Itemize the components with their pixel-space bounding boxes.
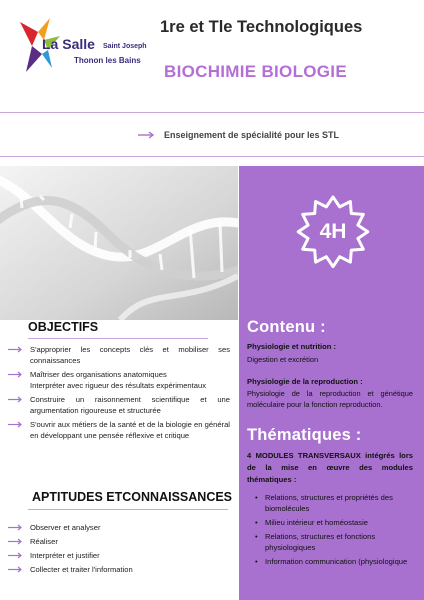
logo-subtitle: Saint Joseph <box>103 43 147 50</box>
arrow-right-icon <box>8 552 24 559</box>
thematiques-list <box>252 492 416 570</box>
contenu-title <box>247 318 413 337</box>
objectif-text: Construire un raisonnement scientifique et une argumentation rigoureuse et structurée <box>30 395 230 415</box>
subject-title: BIOCHIMIE BIOLOGIE <box>164 62 347 81</box>
thematiques-intro: 4 MODULES TRANSVERSAUX intégrés lors de la mise en œuvre des modules thématiques : <box>247 451 413 484</box>
objectif-text: S'approprier les concepts clés et mobiliser ses connaissances <box>30 345 230 365</box>
nutrition-section <box>247 342 413 365</box>
list-item <box>8 550 230 561</box>
objectif-text: Interpréter avec rigueur des résultats expérimentaux <box>30 381 207 390</box>
list-item <box>8 394 230 416</box>
list-item <box>8 344 230 366</box>
list-item <box>8 522 230 533</box>
hours-badge: 4H <box>319 220 347 243</box>
aptitude-text: Collecter et traiter l'information <box>30 565 133 574</box>
thematiques-heading: Thématiques : <box>247 426 362 444</box>
header-divider <box>0 112 424 113</box>
arrow-right-icon <box>8 421 24 428</box>
arrow-right-icon <box>8 346 24 353</box>
list-item: • Information communication (physiologique <box>252 556 416 567</box>
arrow-right-icon <box>8 566 24 573</box>
objectifs-list <box>8 344 230 441</box>
objectif-text: S'ouvrir aux métiers de la santé et de la biologie en général en développant une pensée réflexive et critique <box>30 420 230 440</box>
reproduction-body: Physiologie de la reproduction et génétique moléculaire pour la fonction reproduction. <box>247 389 413 409</box>
list-item: • Milieu intérieur et homéostasie <box>252 517 416 528</box>
logo-name: La Salle <box>42 36 95 52</box>
list-item: • Relations, structures et propriétés des biomolécules <box>252 492 416 514</box>
objectifs-underline <box>28 338 208 339</box>
list-item: • Relations, structures et fonctions physiologiques <box>252 531 416 553</box>
arrow-right-icon <box>138 131 156 139</box>
contenu-heading: Contenu : <box>247 318 326 336</box>
nutrition-title: Physiologie et nutrition : <box>247 342 337 351</box>
list-item <box>8 419 230 441</box>
spec-divider <box>0 156 424 157</box>
arrow-right-icon <box>8 396 24 403</box>
page-title: 1re et Tle Technologiques <box>160 18 363 36</box>
list-item <box>8 380 230 391</box>
objectifs-heading <box>28 320 98 334</box>
thematiques-intro-block <box>247 450 413 486</box>
objectifs-title: OBJECTIFS <box>28 320 99 334</box>
specialty-line <box>138 130 339 140</box>
aptitude-text: Réaliser <box>30 537 58 546</box>
school-logo <box>8 10 158 82</box>
arrow-right-icon <box>8 538 24 545</box>
aptitudes-list <box>8 522 230 575</box>
objectif-text: Maîtriser des organisations anatomiques <box>30 370 167 379</box>
arrow-right-icon <box>8 524 24 531</box>
arrow-right-icon <box>8 371 24 378</box>
dna-image <box>0 166 238 320</box>
aptitudes-underline <box>28 509 228 510</box>
reproduction-title: Physiologie de la reproduction : <box>247 377 363 386</box>
aptitude-text: Interpréter et justifier <box>30 551 100 560</box>
thematiques-title <box>247 426 413 445</box>
reproduction-section <box>247 377 413 410</box>
list-item <box>8 369 230 380</box>
logo-location: Thonon les Bains <box>74 56 141 65</box>
nutrition-body: Digestion et excrétion <box>247 355 319 364</box>
aptitudes-title: APTITUDES ETCONNAISSANCES <box>32 490 233 504</box>
list-item <box>8 564 230 575</box>
list-item <box>8 536 230 547</box>
aptitudes-heading <box>32 490 232 504</box>
specialty-text: Enseignement de spécialité pour les STL <box>164 130 340 140</box>
aptitude-text: Observer et analyser <box>30 523 101 532</box>
